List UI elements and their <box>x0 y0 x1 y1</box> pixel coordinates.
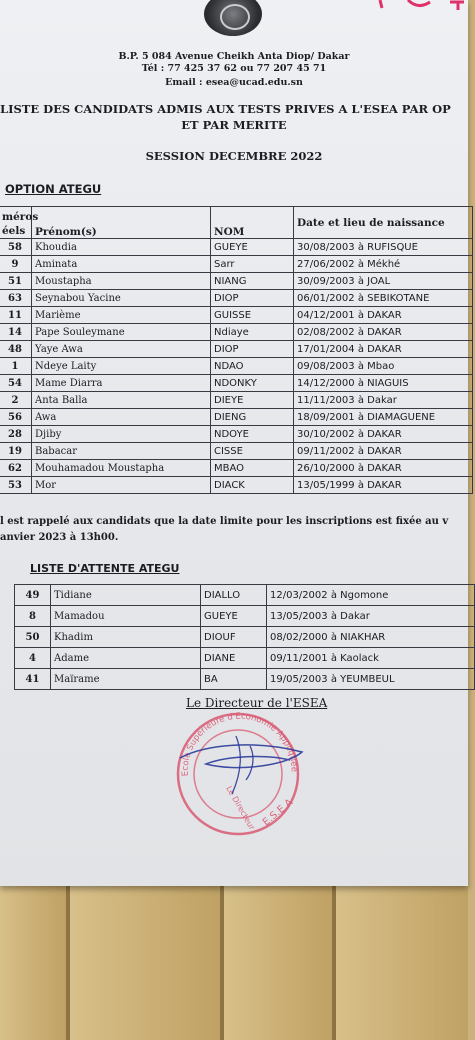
cell-prenom: Mouhamadou Moustapha <box>32 460 211 477</box>
cell-date: 30/10/2002 à DAKAR <box>294 426 473 443</box>
cell-date: 06/01/2002 à SEBIKOTANE <box>294 290 473 307</box>
cell-num: 48 <box>0 341 32 358</box>
table-row <box>0 290 473 307</box>
cell-date: 13/05/1999 à DAKAR <box>294 477 473 494</box>
header-prenom: Prénom(s) <box>32 207 211 239</box>
cell-nom: GUISSE <box>211 307 294 324</box>
waiting-list-table <box>14 584 475 690</box>
stamp-abbr: E.S.E.A <box>260 797 296 829</box>
cell-prenom: Mame Diarra <box>32 375 211 392</box>
cell-nom: CISSE <box>211 443 294 460</box>
cell-num: 51 <box>0 273 32 290</box>
cell-date: 13/05/2003 à Dakar <box>267 606 475 627</box>
cell-nom: DIOP <box>211 290 294 307</box>
header-num-top: méros <box>2 210 39 223</box>
cell-num: 14 <box>0 324 32 341</box>
cell-prenom: Djiby <box>32 426 211 443</box>
cell-num: 19 <box>0 443 32 460</box>
cell-nom: DIACK <box>211 477 294 494</box>
table-row <box>0 409 473 426</box>
registration-note: l est rappelé aux candidats que la date limite pour les inscriptions est fixée au v <box>0 516 449 527</box>
admitted-candidates-table <box>0 206 473 494</box>
cell-num: 4 <box>15 648 51 669</box>
cell-num: 50 <box>15 627 51 648</box>
cell-nom: DIENG <box>211 409 294 426</box>
cell-prenom: Aminata <box>32 256 211 273</box>
wood-board <box>224 860 332 1040</box>
table-row <box>0 256 473 273</box>
cell-nom: DIOUF <box>201 627 267 648</box>
cell-prenom: Moustapha <box>32 273 211 290</box>
cell-date: 26/10/2000 à DAKAR <box>294 460 473 477</box>
table-row <box>15 669 475 690</box>
table-row <box>0 443 473 460</box>
cell-date: 12/03/2002 à Ngomone <box>267 585 475 606</box>
cell-date: 09/08/2003 à Mbao <box>294 358 473 375</box>
wood-board <box>336 860 468 1040</box>
table-header-row <box>0 207 473 239</box>
cell-num: 56 <box>0 409 32 426</box>
cell-prenom: Tidiane <box>51 585 201 606</box>
header-email: Email : esea@ucad.edu.sn <box>165 77 303 88</box>
cell-num: 9 <box>0 256 32 273</box>
table-row <box>0 239 473 256</box>
cell-prenom: Mamadou <box>51 606 201 627</box>
cell-date: 02/08/2002 à DAKAR <box>294 324 473 341</box>
cell-prenom: Marième <box>32 307 211 324</box>
table-row <box>15 648 475 669</box>
cell-num: 1 <box>0 358 32 375</box>
board-seam <box>66 860 70 1040</box>
session-label: SESSION DECEMBRE 2022 <box>145 149 323 163</box>
cell-num: 63 <box>0 290 32 307</box>
cell-nom: GUEYE <box>201 606 267 627</box>
table-row <box>0 273 473 290</box>
board-seam <box>332 860 336 1040</box>
cell-date: 19/05/2003 à YEUMBEUL <box>267 669 475 690</box>
cell-num: 2 <box>0 392 32 409</box>
cell-date: 04/12/2001 à DAKAR <box>294 307 473 324</box>
cell-prenom: Awa <box>32 409 211 426</box>
document-title: LISTE DES CANDIDATS ADMIS AUX TESTS PRIVES A L'ESEA PAR OP <box>0 102 451 116</box>
header-address: B.P. 5 084 Avenue Cheikh Anta Diop/ Dakar <box>118 51 350 62</box>
table-row <box>0 426 473 443</box>
table-row <box>15 627 475 648</box>
cell-num: 54 <box>0 375 32 392</box>
cell-num: 53 <box>0 477 32 494</box>
stamp-text: Ecole Supérieure d'Economie Appliquée <box>180 711 299 777</box>
cell-prenom: Pape Souleymane <box>32 324 211 341</box>
option-label: OPTION ATEGU <box>5 182 102 196</box>
cell-num: 28 <box>0 426 32 443</box>
document-title-line2: ET PAR MERITE <box>181 118 287 132</box>
waiting-list-label: LISTE D'ATTENTE ATEGU <box>30 562 180 575</box>
cell-prenom: Khoudia <box>32 239 211 256</box>
registration-deadline: anvier 2023 à 13h00. <box>0 532 119 543</box>
cell-nom: NDONKY <box>211 375 294 392</box>
red-mark-icon <box>378 0 468 12</box>
cell-nom: DIOP <box>211 341 294 358</box>
director-signature-title: Le Directeur de l'ESEA <box>186 696 328 710</box>
table-row <box>0 324 473 341</box>
table-row <box>0 375 473 392</box>
cell-date: 09/11/2002 à DAKAR <box>294 443 473 460</box>
cell-date: 30/09/2003 à JOAL <box>294 273 473 290</box>
cell-num: 58 <box>0 239 32 256</box>
cell-nom: Ndiaye <box>211 324 294 341</box>
cell-nom: MBAO <box>211 460 294 477</box>
header-num-bottom: éels <box>2 224 26 237</box>
cell-nom: BA <box>201 669 267 690</box>
cell-date: 27/06/2002 à Mékhé <box>294 256 473 273</box>
cell-prenom: Anta Balla <box>32 392 211 409</box>
cell-prenom: Maïrame <box>51 669 201 690</box>
board-seam <box>220 860 224 1040</box>
cell-nom: NIANG <box>211 273 294 290</box>
table-row <box>15 606 475 627</box>
cell-date: 08/02/2000 à NIAKHAR <box>267 627 475 648</box>
table-row <box>0 392 473 409</box>
official-stamp-icon <box>166 706 310 836</box>
university-logo-icon <box>204 0 262 36</box>
cell-num: 8 <box>15 606 51 627</box>
cell-prenom: Khadim <box>51 627 201 648</box>
cell-date: 18/09/2001 à DIAMAGUENE <box>294 409 473 426</box>
cell-date: 14/12/2000 à NIAGUIS <box>294 375 473 392</box>
cell-prenom: Seynabou Yacine <box>32 290 211 307</box>
cell-date: 17/01/2004 à DAKAR <box>294 341 473 358</box>
stamp-inner-text: Le Directeur <box>224 784 257 832</box>
table-row <box>0 341 473 358</box>
cell-prenom: Babacar <box>32 443 211 460</box>
cell-prenom: Mor <box>32 477 211 494</box>
cell-num: 62 <box>0 460 32 477</box>
header-nom: NOM <box>211 207 294 239</box>
table-row <box>0 307 473 324</box>
table-row <box>0 358 473 375</box>
cell-num: 41 <box>15 669 51 690</box>
wood-board <box>70 860 220 1040</box>
header-phone: Tél : 77 425 37 62 ou 77 207 45 71 <box>141 63 327 74</box>
cell-date: 11/11/2003 à Dakar <box>294 392 473 409</box>
cell-nom: DIALLO <box>201 585 267 606</box>
cell-nom: NDOYE <box>211 426 294 443</box>
table-row <box>0 460 473 477</box>
table-row <box>15 585 475 606</box>
cell-nom: GUEYE <box>211 239 294 256</box>
cell-prenom: Yaye Awa <box>32 341 211 358</box>
wood-board <box>0 860 66 1040</box>
cell-date: 09/11/2001 à Kaolack <box>267 648 475 669</box>
cell-date: 30/08/2003 à RUFISQUE <box>294 239 473 256</box>
header-date: Date et lieu de naissance <box>294 207 473 239</box>
cell-num: 49 <box>15 585 51 606</box>
header-num <box>0 207 39 239</box>
cell-nom: DIANE <box>201 648 267 669</box>
cell-nom: DIEYE <box>211 392 294 409</box>
cell-nom: Sarr <box>211 256 294 273</box>
cell-num: 11 <box>0 307 32 324</box>
cell-prenom: Adame <box>51 648 201 669</box>
cell-nom: NDAO <box>211 358 294 375</box>
cell-prenom: Ndeye Laity <box>32 358 211 375</box>
table-row <box>0 477 473 494</box>
